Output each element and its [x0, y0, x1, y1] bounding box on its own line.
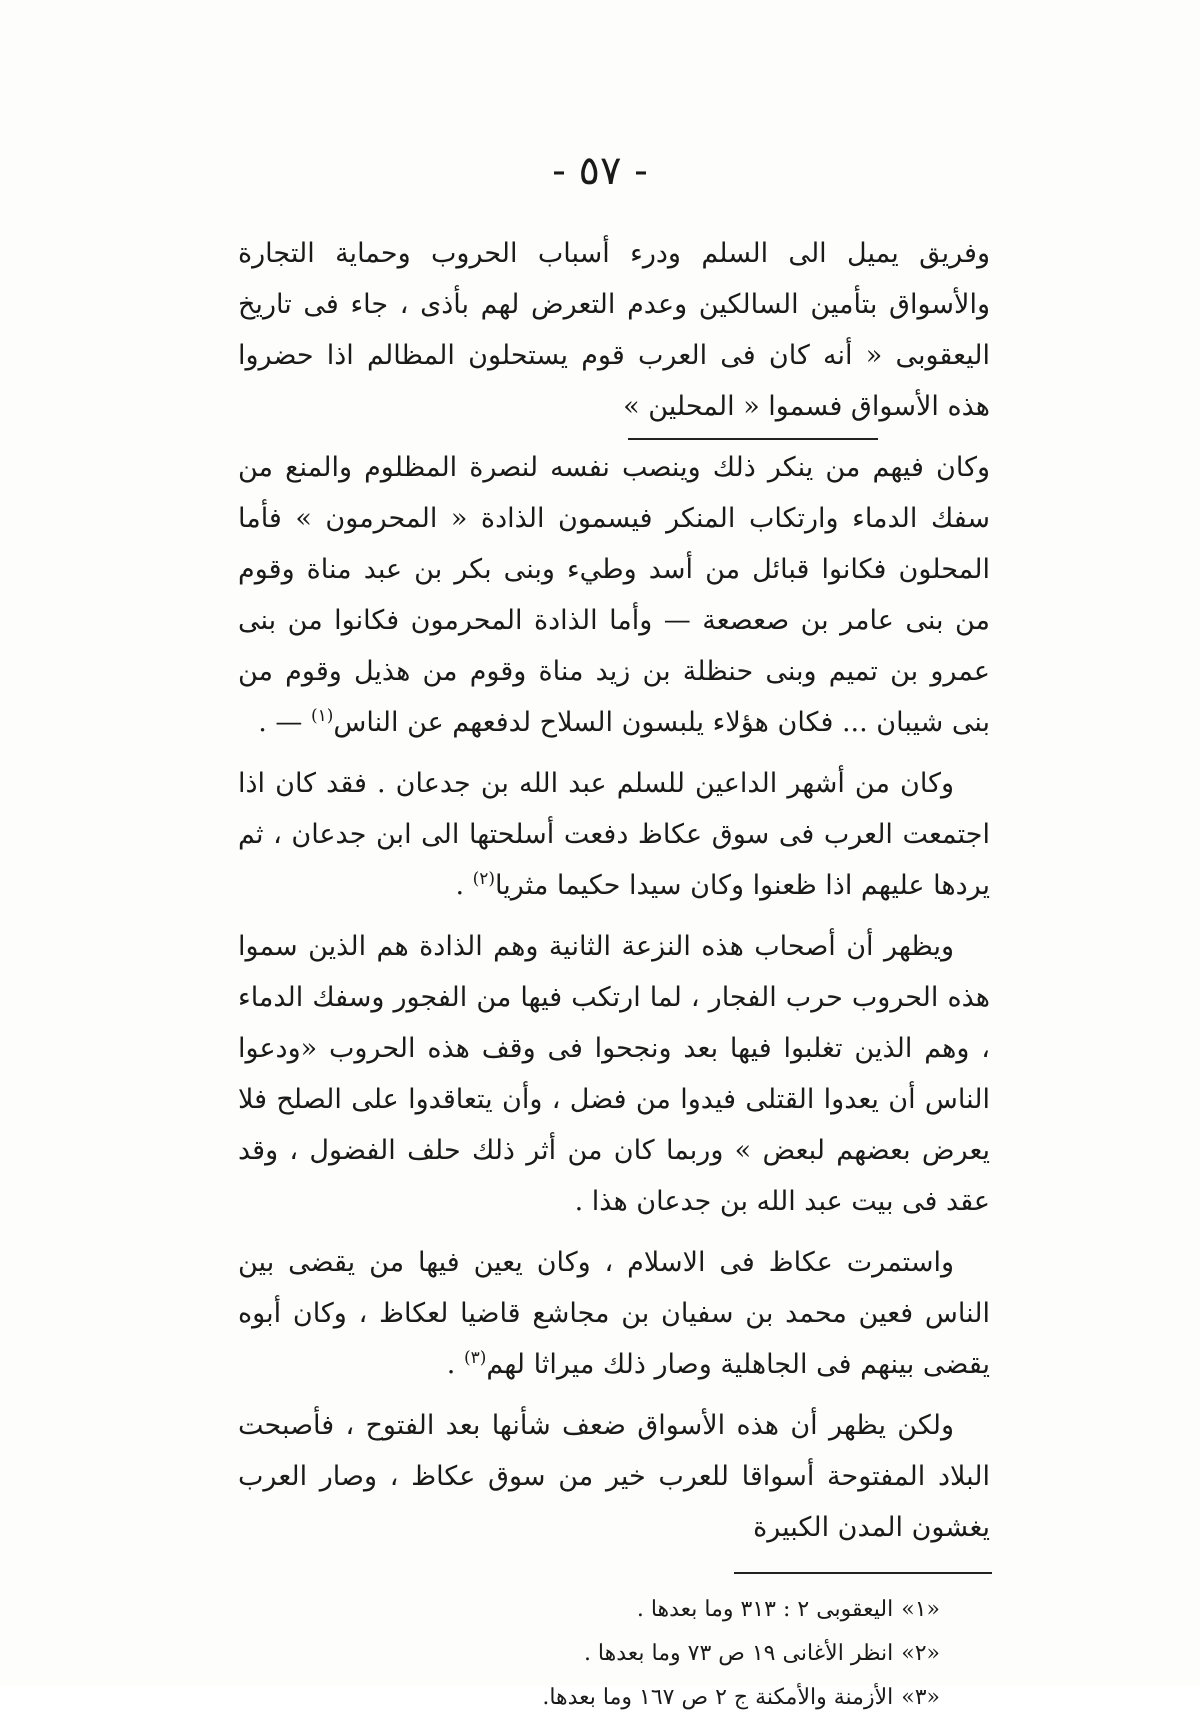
- footnote-2: [420, 1632, 940, 1676]
- paragraph-2-text: وكان من أشهر الداعين للسلم عبد الله بن جدعان . فقد كان اذا اجتمعت العرب فى سوق عكاظ دفعت أسلحتها الى ابن جدعان ، ثم يردها عليهم اذا ظعنوا وكان سيدا حكيما مثريا: [238, 768, 990, 901]
- main-text: [238, 228, 990, 1563]
- paragraph-2-tail: .: [455, 870, 473, 901]
- paragraph-3: ويظهر أن أصحاب هذه النزعة الثانية وهم الذادة هم الذين سموا هذه الحروب حرب الفجار ، لما ارتكب فيها من الفجور وسفك الدماء ، وهم الذين تغلبوا فيها بعد ونجحوا فى وقف هذه الحروب «ودعوا الناس أن يعدوا القتلى فيدوا من فضل ، وأن يتعاقدوا على الصلح فلا يعرض بعضهم لبعض » وربما كان من أثر ذلك حلف الفضول ، وقد عقد فى بيت عبد الله بن جدعان هذا .: [238, 931, 990, 1217]
- footnote-ref-1: (١): [311, 706, 334, 726]
- paragraph-4: [238, 1237, 990, 1390]
- footnote-text: الأزمنة والأمكنة ج ٢ ص ١٦٧ وما بعدها.: [542, 1685, 894, 1710]
- footnote-divider: [734, 1572, 992, 1574]
- footnote-ref-2: (٢): [472, 869, 496, 889]
- page-number: - ٥٧ -: [552, 148, 648, 194]
- footnote-text: انظر الأغانى ١٩ ص ٧٣ وما بعدها .: [583, 1641, 894, 1666]
- footnote-marker: «٢»: [901, 1641, 940, 1666]
- paragraph-4-tail: .: [446, 1349, 464, 1380]
- footnote-text: اليعقوبى ٢ : ٣١٣ وما بعدها .: [636, 1597, 894, 1622]
- footnote-marker: «١»: [901, 1597, 940, 1622]
- paragraph-1b-text: وكان فيهم من ينكر ذلك وينصب نفسه لنصرة المظلوم والمنع من سفك الدماء وارتكاب المنكر فيسمون الذادة « المحرمون » فأما المحلون فكانوا قبائل من أسد وطيء وبنى بكر بن عبد مناة وقوم من بنى عامر بن صعصعة — وأما الذادة المحرمون فكانوا من بنى عمرو بن تميم وبنى حنظلة بن زيد مناة وقوم من هذيل وقوم من بنى شيبان ... فكان هؤلاء يلبسون السلاح لدفعهم عن الناس: [238, 452, 990, 738]
- footnote-ref-3: (٣): [463, 1348, 487, 1368]
- paragraph-4-text: واستمرت عكاظ فى الاسلام ، وكان يعين فيها من يقضى بين الناس فعين محمد بن سفيان بن مجاشع قاضيا لعكاظ ، وكان أبوه يقضى بينهم فى الجاهلية وصار ذلك ميراثا لهم: [238, 1247, 990, 1380]
- paragraph-1a: وفريق يميل الى السلم ودرء أسباب الحروب وحماية التجارة والأسواق بتأمين السالكين وعدم التعرض لهم بأذى ، جاء فى تاريخ اليعقوبى « أنه كان فى العرب قوم يستحلون المظالم اذا حضروا هذه الأسواق فسموا « المحلين »: [238, 238, 990, 422]
- paragraph-1b: [238, 442, 990, 748]
- paragraph-2: [238, 758, 990, 911]
- footnote-marker: «٣»: [901, 1685, 940, 1710]
- footnotes: [420, 1588, 940, 1720]
- footnote-1: [420, 1588, 940, 1632]
- footnote-3: [420, 1676, 940, 1720]
- paragraph-5: ولكن يظهر أن هذه الأسواق ضعف شأنها بعد الفتوح ، فأصبحت البلاد المفتوحة أسواقا للعرب خير من سوق عكاظ ، وصار العرب يغشون المدن الكبيرة: [238, 1410, 990, 1543]
- paragraph-1b-tail: — .: [258, 707, 311, 738]
